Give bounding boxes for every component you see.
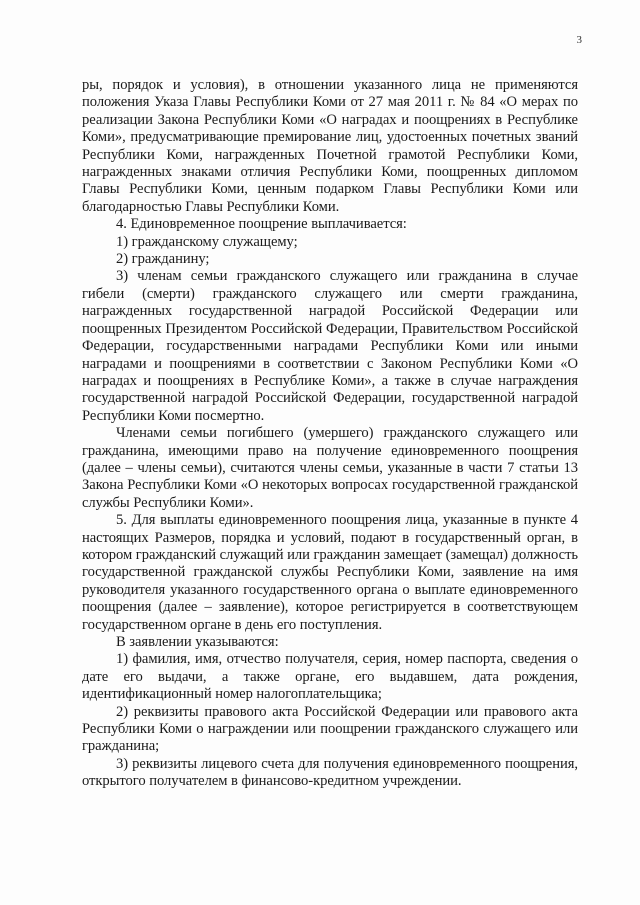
paragraph-application-contents: В заявлении указываются: <box>116 634 279 650</box>
paragraph-application-item-1: 1) фамилия, имя, отчество получателя, серия, номер паспорта, сведения о дате его выдачи, а также органе, его выдавшем, дата рождения, идентификационный номер налогоплательщика; <box>82 651 578 703</box>
paragraph-application-item-2: 2) реквизиты правового акта Российской Федерации или правового акта Республики Коми о награждении или поощрении гражданского служащего или гражданина; <box>82 703 578 755</box>
paragraph-clause-4: 4. Единовременное поощрение выплачивается: <box>116 216 407 233</box>
page-number: 3 <box>576 34 582 46</box>
paragraph-application-item-3: 3) реквизиты лицевого счета для получения единовременного поощрения, открытого получателем в финансово-кредитном учреждении. <box>82 755 578 790</box>
paragraph-continuation: ры, порядок и условия), в отношении указанного лица не применяются положения Указа Главы Республики Коми от 27 мая 2011 г. № 84 «О мерах по реализации Закона Республики Коми «О наградах и поощрениях в Республике Коми», предусматривающие премирование лиц, удостоенных почетных званий Республики Коми, награжденных Почетной грамотой Республики Коми, награжденных знаками отличия Республики Коми, поощренных дипломом Главы Республики Коми, ценным подарком Главы Республики Коми или благодарностью Главы Республики Коми. <box>82 77 578 215</box>
paragraph-item-1: 1) гражданскому служащему; <box>116 233 298 250</box>
document-body <box>82 77 578 791</box>
paragraph-item-3: 3) членам семьи гражданского служащего или гражданина в случае гибели (смерти) гражданского служащего или смерти гражданина, награжденных государственной наградой Российской Федерации или поощренных Президентом Российской Федерации, Правительством Российской Федерации, государственными наградами Республики Коми или иными наградами и поощрениями в соответствии с Законом Республики Коми «О наградах и поощрениях в Республике Коми», а также в случае награждения государственной наградой Российской Федерации, государственной наградой Республики Коми посмертно. <box>82 268 578 424</box>
paragraph-item-2: 2) гражданину; <box>116 251 210 268</box>
paragraph-clause-5: 5. Для выплаты единовременного поощрения лица, указанные в пункте 4 настоящих Размеров, порядка и условий, подают в государственный орган, в котором гражданский служащий или гражданин замещает (замещал) должность государственной гражданской службы Республики Коми, заявление на имя руководителя указанного государственного органа о выплате единовременного поощрения (далее – заявление), которое регистрируется в соответствующем государственном органе в день его поступления. <box>82 512 578 633</box>
paragraph-family-definition: Членами семьи погибшего (умершего) гражданского служащего или гражданина, имеющими право на получение единовременного поощрения (далее – члены семьи), считаются члены семьи, указанные в части 7 статьи 13 Закона Республики Коми «О некоторых вопросах государственной гражданской службы Республики Коми». <box>82 425 578 511</box>
